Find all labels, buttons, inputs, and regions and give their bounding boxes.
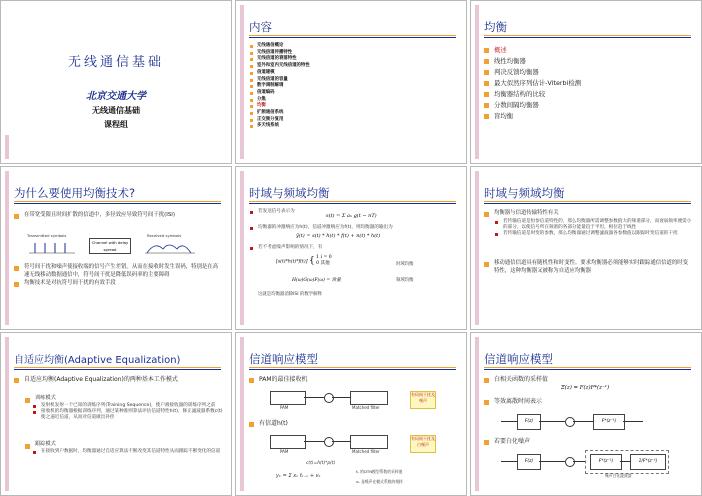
heading-divider-2 [249,203,456,204]
isi-figure [27,233,197,257]
slide-heading: 为什么要使用均衡技术? [14,186,136,200]
bullets-2 [14,263,223,287]
noise-adder [324,437,334,447]
bullet-square-icon [250,125,253,128]
slide-time-freq-2[interactable] [470,166,702,330]
slide-heading: 时域与频域均衡 [484,186,565,200]
bullets-2 [484,397,693,407]
equalization-outline [484,45,693,122]
slide-why-equalize[interactable] [0,166,232,330]
wire [539,421,565,422]
wire [501,461,517,462]
transmitted-pulses [29,239,75,255]
contents-item[interactable]: 扩频通信系统 [250,110,310,117]
derivation-3 [250,245,458,251]
contents-list [250,43,310,130]
contents-item[interactable]: 分集 [250,97,310,104]
training-detail-2: 接收机的均衡器根据训练序列，通过某种准则算法评估信道特性h(t)，修正滤波器系数c(t)使之逼近信道，从而对信道做出补偿 [33,409,223,421]
heading-divider [484,367,691,368]
received-waveform [145,239,195,255]
slide-accent-bar [475,337,479,491]
wire [620,461,630,462]
bullet-with-channel: 有信道h(t) [249,419,458,429]
formula-discrete: yₖ = Σ xₙ fₖ₋ₙ + vₖ [276,473,321,479]
sub-bullet-timevarying: 若传输信道是时变的参数，那么均衡器通过调整滤波器各参数值以跟踪时变信道的干扰 [495,231,693,237]
bullet-discrete-equivalent: 等效离散时间表示 [484,397,693,407]
channel-diagram [256,431,456,461]
line-signal: 若发送信号表示为 [250,209,458,215]
note-isi-noise: 有码间干扰及噪声 [410,391,436,409]
wire [539,461,565,462]
contents-item[interactable]: 无线通信概论 [250,43,310,50]
tracking-detail-1: 在接收到户数据时，均衡器通过自适应算法不断改变其信道特性从而跟踪不断变化的信道 [33,449,223,455]
whitening-filter-group [585,450,669,474]
slide-accent-bar [475,5,479,159]
slide-heading: 时域与频域均衡 [249,186,330,200]
isi-explanation: 这就是均衡器消除ISI 的数学解释 [258,292,322,297]
pam-block [270,435,306,449]
fz-block: F(z) [517,414,541,430]
bullet-autocorrelation: 白相关函数的采样值 [484,375,693,385]
team-name: 课程组 [104,120,128,129]
bullet-modes: 自适应均衡(Adaptive Equalization)的两种基本工作模式 [14,375,223,384]
contents-item[interactable]: 数字调制解调 [250,83,310,90]
heading-divider [484,201,691,202]
mode-tracking: 跟踪模式 [25,441,223,448]
slide-adaptive-eq[interactable] [0,332,232,496]
bullet-channel-dependence: 均衡器与信道传输特性有关 [484,209,693,217]
contents-item[interactable]: 多天线系统 [250,123,310,130]
line-impulse: 均衡器的冲激响应为h(t)，信道冲激响应为f(t)，则均衡器的输出为 [250,225,458,231]
whitening-caption: 噪声白化滤波器 [605,473,632,478]
fig-label-transmitted: Transmitted symbols [27,233,67,238]
contents-item[interactable]: 正交频分复用 [250,117,310,124]
pam-block [270,391,306,405]
heading-divider [249,367,456,368]
bullets [484,375,693,385]
fz-block: F(z) [517,454,541,470]
slide-title[interactable] [0,0,232,164]
contents-item[interactable]: 无线信道的衰落特性 [250,56,310,63]
mode-training: 训练模式 [25,395,223,402]
slide-accent-bar [240,171,244,325]
bullet-square-icon [250,105,253,108]
formula-time-domain: [s(t)*h(t)*f(t)] { 1 i = 0 0 其他 [276,255,332,266]
formula-composite: c(t)=h(t)*p(t) [306,461,336,466]
heading-divider [249,35,456,36]
bullet-square-icon [250,52,253,55]
contents-item[interactable]: 信道建模 [250,70,310,77]
bullets-2 [484,259,693,275]
fz-conj-block: F*(z⁻¹) [593,414,625,430]
slide-heading: 自适应均衡(Adaptive Equalization) [14,355,181,366]
whitening-block: 1/F*(z⁻¹) [630,454,666,470]
bullet-pam-receiver: PAM的最佳接收机 [249,375,458,385]
tracking-details [33,449,223,455]
heading-divider-2 [14,203,221,204]
line-noiseless: 若不考虑噪声影响的情况下，有 [250,245,458,251]
case-zero: 0 其他 [316,261,330,266]
label-freq-eq: 频域均衡 [396,278,414,283]
pam-receiver-diagram [256,387,456,417]
label-pam: PAM [280,405,289,410]
bullet-square-icon [250,99,253,102]
fig-label-received: Received symbols [147,233,182,238]
formula-signal: s(t) = Σ aₙ g(t − nT) [326,213,377,219]
wire [332,441,350,442]
course-name: 无线通信基础 [92,106,140,115]
bullets-2 [249,419,458,429]
contents-item[interactable]: 均衡 [250,103,310,110]
slide-title-text: 无线通信基础 [67,55,164,70]
bullet-whitening: 若要白化噪声 [484,437,693,447]
mode-list [25,395,223,402]
heading-divider [249,201,456,202]
outline-item[interactable]: 判决反馈均衡器 [484,67,693,78]
label-matched-filter: Matched filter [352,405,380,410]
bullets-3 [484,437,693,447]
noise-adder [565,457,575,467]
slide-time-freq-1[interactable] [235,166,467,330]
sub-bullet-static: 若传输信道是恒参信道特性的，那么均衡器所需调整参数值大的频谱部分，而衰弱频率便需小的部分，以使信号所在频谱的各部分能量趋于平坦，相位趋于线性 [495,219,693,231]
bullet-isi: 在带宽受限且时间扩散的信道中，多径效应导致符号间干扰(ISI) [14,211,223,219]
heading-divider-2 [484,369,691,370]
slide-heading: 信道响应模型 [249,352,318,366]
contents-item[interactable]: 无线信道传播特性 [250,50,310,57]
bullet-square-icon [250,92,253,95]
training-detail-1: 发射机发射一个已知的训练序列(Training Sequence)，使户端接收器的训练序列之前 [33,403,223,409]
slide-heading: 内容 [249,20,272,34]
university-logo-text: 北京交通大学 [86,91,146,102]
bullet-square-icon [250,112,253,115]
bullet-square-icon [250,119,253,122]
slide-accent-bar [5,337,9,491]
outline-item[interactable]: 分数间隔均衡器 [484,100,693,111]
label-matched-filter: Matched filter [352,449,380,454]
slide-accent-bar [240,337,244,491]
outline-item[interactable]: 盲均衡 [484,111,693,122]
bullet-adaptive: 移动通信信道具有随机性和时变性。要求均衡器必须能够实时跟踪通信信道的时变特性，这种均衡器又被称为自适应均衡器 [484,259,693,275]
heading-divider [484,35,691,36]
outline-item[interactable]: 均衡器结构的比较 [484,89,693,100]
slide-equalization[interactable] [470,0,702,164]
label-time-eq: 时域均衡 [396,262,414,267]
wire [573,421,593,422]
bullet-square-icon [250,85,253,88]
contents-item[interactable]: 无线信道的容量 [250,77,310,84]
training-details [33,403,223,421]
bullet-errors: 符号间干扰和噪声使接收端的信号产生差错。从而在接收时发生误码，特别是在高速无线移动数据通信中，符号间干扰是降低误码率的主要障碍 [14,263,223,279]
slide-heading: 信道响应模型 [484,352,553,366]
noise-adder [324,393,334,403]
bullets [14,211,223,219]
wire [304,397,324,398]
label-pam: PAM [280,449,289,454]
slide-heading: 均衡 [484,20,507,34]
channel-box-label: Channel with delay spread [91,240,129,252]
channel-box [89,238,131,254]
mode-list-2 [25,441,223,448]
slide-channel-model-1[interactable] [235,332,467,496]
bullet-square-icon [250,72,253,75]
heading-divider-2 [249,369,456,370]
bullets [14,375,223,384]
formula-output: ỹ(t) = s(t) * h(t) * f(t) + n(t) * h(t) [296,233,381,239]
slide-accent-bar [5,135,9,159]
wire [332,397,350,398]
bullet-remedy: 均衡技术是对抗符号间干扰的有效手段 [14,279,223,287]
fz-conj-block: F*(z⁻¹) [590,454,622,470]
noise-adder [565,417,575,427]
bullets [249,375,458,385]
slide-channel-model-2[interactable] [470,332,702,496]
whitening-diagram [501,449,691,477]
sub-bullets [495,219,693,237]
outline-item[interactable]: 线性均衡器 [484,56,693,67]
case-one: 1 i = 0 [316,255,332,260]
bullet-square-icon [250,65,253,68]
outline-item[interactable]: 概述 [484,45,693,56]
slide-accent-bar [240,5,244,159]
heading-divider-2 [249,37,456,38]
contents-item[interactable]: 信道编码 [250,90,310,97]
slide-accent-bar [5,171,9,325]
note-isi-white-noise: 有码间干扰及白噪声 [410,435,436,453]
wire [623,421,643,422]
derivation-2 [250,225,458,231]
wire [573,461,585,462]
wire [501,421,517,422]
heading-divider [14,367,221,368]
bullet-square-icon [250,79,253,82]
bullets [484,209,693,217]
matched-filter-block [350,391,388,405]
bullet-square-icon [250,45,253,48]
contents-item[interactable]: 室外和室内无线信道的特性 [250,63,310,70]
heading-divider-2 [14,369,221,370]
formula-spectrum: Ξ(z) = F(z)F*(z⁻¹) [561,385,610,391]
wire [304,441,324,442]
slide-contents[interactable] [235,0,467,164]
heading-divider [14,201,221,202]
outline-item[interactable]: 最大似然序列估计-Viterbi检测 [484,78,693,89]
note-vk: vₖ 是噪声在模式系数的相样 [356,479,403,484]
note-fk: fₖ 的DTN模型系数的采样值 [356,469,403,474]
heading-divider-2 [484,37,691,38]
formula-freq-domain: H(ω)G(ω)F(ω) = 常量 [292,278,341,283]
discrete-model-diagram [501,409,681,433]
bullet-square-icon [250,58,253,61]
heading-divider-2 [484,203,691,204]
matched-filter-block [350,435,388,449]
slide-accent-bar [475,171,479,325]
